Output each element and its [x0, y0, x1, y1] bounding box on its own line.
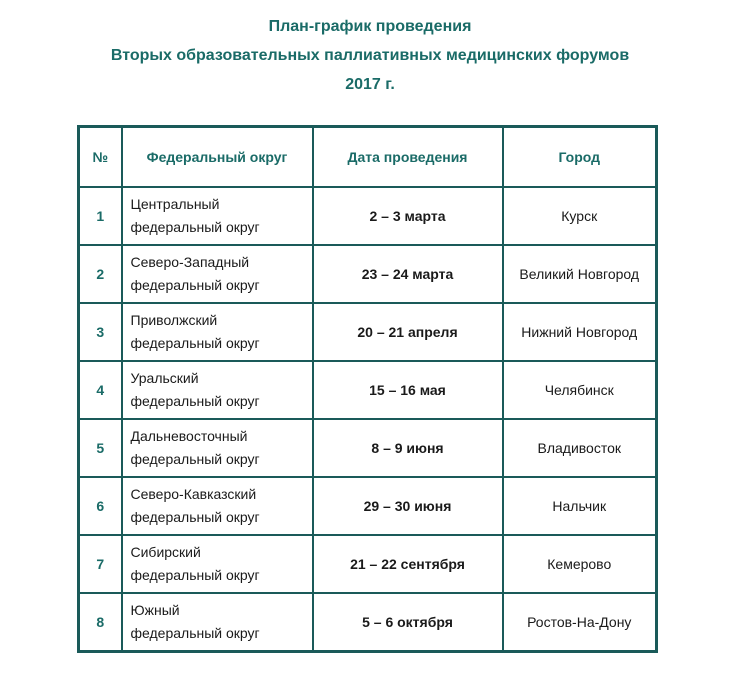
table-header-row	[79, 127, 657, 188]
row-district	[122, 303, 313, 361]
row-date: 29 – 30 июня	[313, 477, 503, 535]
row-number: 1	[79, 187, 122, 245]
header-number: №	[79, 127, 122, 188]
district-name: Центральный	[130, 196, 220, 212]
table-row	[79, 477, 657, 535]
row-number: 3	[79, 303, 122, 361]
table-row	[79, 535, 657, 593]
table-row	[79, 361, 657, 419]
title-line-3: 2017 г.	[345, 76, 395, 93]
row-district	[122, 419, 313, 477]
row-date: 8 – 9 июня	[313, 419, 503, 477]
district-suffix: федеральный округ	[130, 277, 260, 293]
title-line-2: Вторых образовательных паллиативных медицинских форумов	[110, 47, 630, 64]
row-district	[122, 187, 313, 245]
schedule-table	[77, 125, 658, 653]
row-date: 15 – 16 мая	[313, 361, 503, 419]
row-date: 20 – 21 апреля	[313, 303, 503, 361]
row-number: 4	[79, 361, 122, 419]
row-number: 7	[79, 535, 122, 593]
row-city: Ростов-На-Дону	[503, 593, 657, 652]
district-suffix: федеральный округ	[130, 219, 260, 235]
table-row	[79, 419, 657, 477]
table-row	[79, 593, 657, 652]
header-date: Дата проведения	[313, 127, 503, 188]
district-name: Приволжский	[130, 312, 218, 328]
row-district	[122, 361, 313, 419]
row-district	[122, 477, 313, 535]
table-row	[79, 245, 657, 303]
district-suffix: федеральный округ	[130, 567, 260, 583]
row-city: Нальчик	[503, 477, 657, 535]
table-row	[79, 303, 657, 361]
row-district	[122, 535, 313, 593]
header-district: Федеральный округ	[122, 127, 313, 188]
district-suffix: федеральный округ	[130, 509, 260, 525]
row-city: Кемерово	[503, 535, 657, 593]
district-suffix: федеральный округ	[130, 335, 260, 351]
row-city: Челябинск	[503, 361, 657, 419]
row-district	[122, 593, 313, 652]
row-date: 2 – 3 марта	[313, 187, 503, 245]
row-city: Великий Новгород	[503, 245, 657, 303]
district-name: Дальневосточный	[130, 428, 248, 444]
district-name: Южный	[130, 602, 180, 618]
district-suffix: федеральный округ	[130, 625, 260, 641]
row-city: Курск	[503, 187, 657, 245]
district-name: Сибирский	[130, 544, 201, 560]
district-name: Северо-Западный	[130, 254, 250, 270]
title-line-1: План-график проведения	[268, 18, 472, 35]
header-city: Город	[503, 127, 657, 188]
row-district	[122, 245, 313, 303]
row-number: 8	[79, 593, 122, 652]
row-date: 5 – 6 октября	[313, 593, 503, 652]
row-date: 21 – 22 сентября	[313, 535, 503, 593]
row-city: Владивосток	[503, 419, 657, 477]
district-name: Северо-Кавказский	[130, 486, 257, 502]
table-row	[79, 187, 657, 245]
district-name: Уральский	[130, 370, 199, 386]
district-suffix: федеральный округ	[130, 451, 260, 467]
document-title	[0, 12, 740, 99]
district-suffix: федеральный округ	[130, 393, 260, 409]
row-number: 5	[79, 419, 122, 477]
row-number: 2	[79, 245, 122, 303]
row-number: 6	[79, 477, 122, 535]
row-date: 23 – 24 марта	[313, 245, 503, 303]
row-city: Нижний Новгород	[503, 303, 657, 361]
